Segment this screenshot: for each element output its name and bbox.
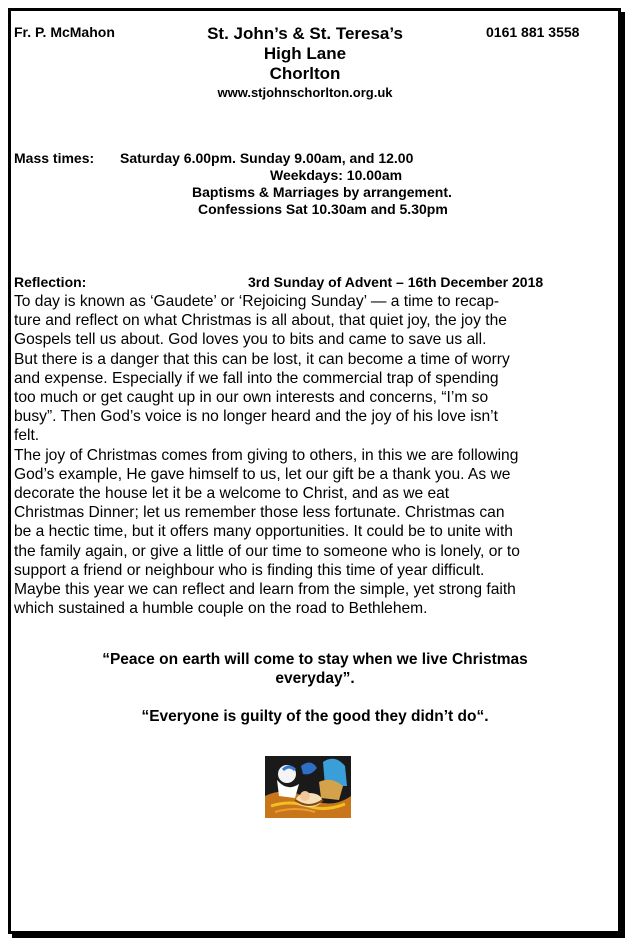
mass-line-confessions: Confessions Sat 10.30am and 5.30pm xyxy=(198,201,448,217)
reflection-line: busy”. Then God’s voice is no longer heard and the joy of his love isn’t xyxy=(14,408,498,426)
reflection-line: be a hectic time, but it offers many opportunities. It could be to unite with xyxy=(14,523,513,541)
church-header xyxy=(150,24,460,102)
mass-line-baptisms: Baptisms & Marriages by arrangement. xyxy=(192,184,452,200)
mass-line-weekdays: Weekdays: 10.00am xyxy=(270,167,403,183)
reflection-date: 3rd Sunday of Advent – 16th December 2018 xyxy=(248,274,544,290)
reflection-line: decorate the house let it be a welcome to Christ, and as we eat xyxy=(14,485,450,503)
quote-peace xyxy=(40,650,590,688)
reflection-line: too much or get caught up in our own interests and concerns, “I’m so xyxy=(14,389,489,407)
reflection-text xyxy=(14,292,614,618)
quote-peace-line1: “Peace on earth will come to stay when we live Christmas xyxy=(102,651,528,668)
mass-times-label: Mass times: xyxy=(14,150,95,166)
reflection-line: felt. xyxy=(14,427,40,445)
church-name: St. John’s & St. Teresa’s xyxy=(207,24,403,43)
reflection-line: and expense. Especially if we fall into the commercial trap of spending xyxy=(14,369,499,387)
phone-number: 0161 881 3558 xyxy=(486,24,580,40)
reflection-line: the family again, or give a little of our time to someone who is lonely, or to xyxy=(14,542,520,560)
reflection-line: ture and reflect on what Christmas is all about, that quiet joy, the joy the xyxy=(14,312,507,330)
reflection-line: God’s example, He gave himself to us, let our gift be a thank you. As we xyxy=(14,465,511,483)
reflection-line: The joy of Christmas comes from giving to others, in this we are following xyxy=(14,446,519,464)
mass-times xyxy=(120,150,500,218)
reflection-line: Gospels tell us about. God loves you to bits and came to save us all. xyxy=(14,331,487,349)
quote-peace-line2: everyday”. xyxy=(275,670,355,687)
priest-name: Fr. P. McMahon xyxy=(14,24,115,40)
reflection-line: support a friend or neighbour who is finding this time of year difficult. xyxy=(14,561,485,579)
nativity-clipart-icon xyxy=(265,756,351,818)
reflection-label: Reflection: xyxy=(14,274,87,290)
reflection-line: Maybe this year we can reflect and learn from the simple, yet strong faith xyxy=(14,581,516,599)
church-website: www.stjohnschorlton.org.uk xyxy=(217,85,393,100)
quote-guilty: “Everyone is guilty of the good they didn’t do“. xyxy=(141,708,489,725)
mass-line-weekend: Saturday 6.00pm. Sunday 9.00am, and 12.00 xyxy=(120,150,414,166)
reflection-line: But there is a danger that this can be lost, it can become a time of worry xyxy=(14,350,510,368)
reflection-line: Christmas Dinner; let us remember those less fortunate. Christmas can xyxy=(14,504,505,522)
church-area: Chorlton xyxy=(269,64,341,83)
reflection-line: To day is known as ‘Gaudete’ or ‘Rejoicing Sunday’ — a time to recap- xyxy=(14,293,500,310)
church-road: High Lane xyxy=(263,44,347,63)
reflection-line: which sustained a humble couple on the road to Bethlehem. xyxy=(14,600,428,618)
